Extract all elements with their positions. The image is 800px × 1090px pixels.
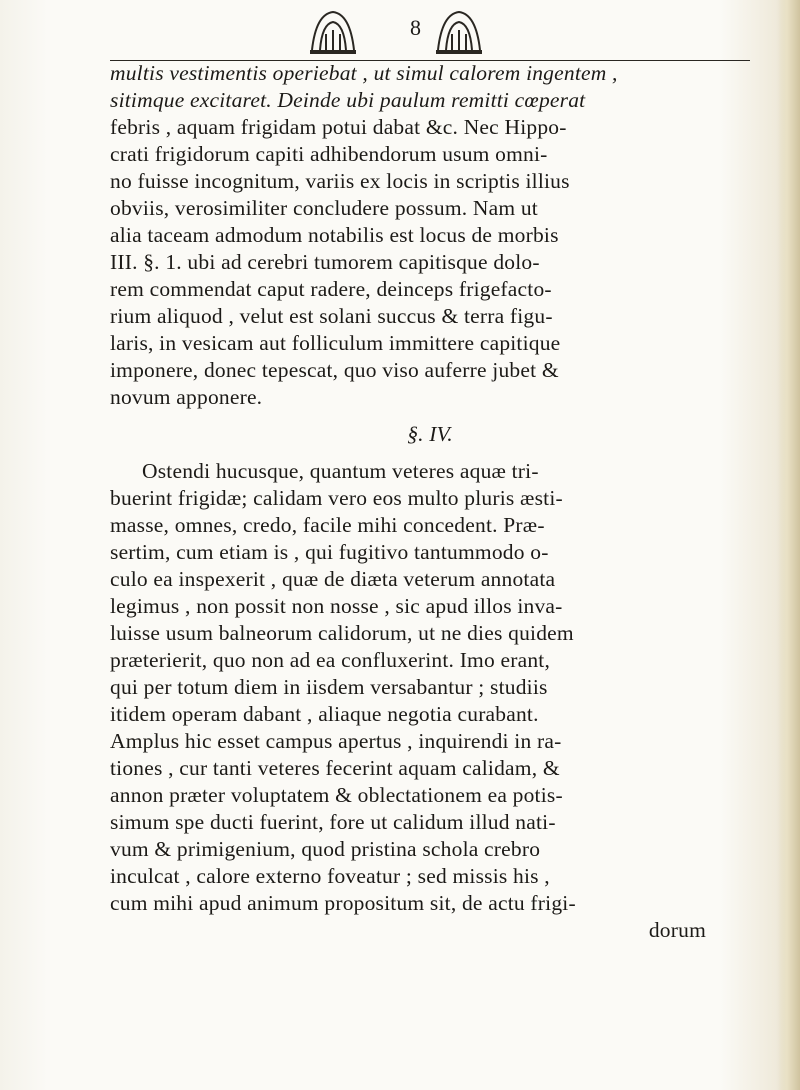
text-line: itidem operam dabant , aliaque negotia curabant.: [110, 702, 539, 726]
text-line: annon præter voluptatem & oblectationem ea potis-: [110, 783, 563, 807]
catchword: dorum: [648, 918, 706, 942]
text-line: alia taceam admodum notabilis est locus de morbis: [110, 223, 559, 247]
text-line: laris, in vesicam aut folliculum immittere capitique: [110, 331, 561, 355]
text-line: qui per totum diem in iisdem versabantur ; studiis: [110, 675, 548, 699]
paragraph-1: [110, 60, 750, 411]
text-line: buerint frigidæ; calidam vero eos multo pluris æsti-: [110, 486, 563, 510]
text-line: inculcat , calore externo foveatur ; sed missis his ,: [110, 864, 550, 888]
text-line: imponere, donec tepescat, quo viso auferre jubet &: [110, 358, 559, 382]
text-line: rem commendat caput radere, deinceps frigefacto-: [110, 277, 552, 301]
paragraph-2: [110, 458, 750, 944]
text-line: sitimque excitaret. Deinde ubi paulum remitti cœperat: [110, 88, 586, 112]
page-edge-shadow: [778, 0, 800, 1090]
text-line: masse, omnes, credo, facile mihi concedent. Præ-: [110, 513, 545, 537]
text-line: vum & primigenium, quod pristina schola crebro: [110, 837, 541, 861]
text-line: tiones , cur tanti veteres fecerint aquam calidam, &: [110, 756, 560, 780]
text-line: obviis, verosimiliter concludere possum. Nam ut: [110, 196, 538, 220]
page-number: 8: [410, 15, 421, 40]
text-line: multis vestimentis operiebat , ut simul calorem ingentem ,: [110, 61, 618, 85]
text-line: febris , aquam frigidam potui dabat &c. Nec Hippo-: [110, 115, 567, 139]
text-line: culo ea inspexerit , quæ de diæta veterum annotata: [110, 567, 556, 591]
left-ornament-icon: [306, 6, 360, 56]
text-line: luisse usum balneorum calidorum, ut ne dies quidem: [110, 621, 574, 645]
right-ornament-icon: [432, 6, 486, 56]
text-line: rium aliquod , velut est solani succus & terra figu-: [110, 304, 553, 328]
text-line: III. §. 1. ubi ad cerebri tumorem capitisque dolo-: [110, 250, 540, 274]
section-heading: §. IV.: [407, 422, 453, 446]
text-line: Ostendi hucusque, quantum veteres aquæ tri-: [142, 459, 539, 483]
text-line: sertim, cum etiam is , qui fugitivo tantummodo o-: [110, 540, 549, 564]
body-text: [110, 60, 750, 944]
text-line: simum spe ducti fuerint, fore ut calidum illud nati-: [110, 810, 556, 834]
text-line: no fuisse incognitum, variis ex locis in scriptis illius: [110, 169, 570, 193]
text-line: crati frigidorum capiti adhibendorum usum omni-: [110, 142, 548, 166]
page-header: [110, 6, 750, 62]
text-line: novum apponere.: [110, 385, 263, 409]
text-line: præterierit, quo non ad ea confluxerint. Imo erant,: [110, 648, 551, 672]
text-line: cum mihi apud animum propositum sit, de actu frigi-: [110, 891, 576, 915]
text-line: legimus , non possit non nosse , sic apud illos inva-: [110, 594, 563, 618]
text-line: Amplus hic esset campus apertus , inquirendi in ra-: [110, 729, 562, 753]
